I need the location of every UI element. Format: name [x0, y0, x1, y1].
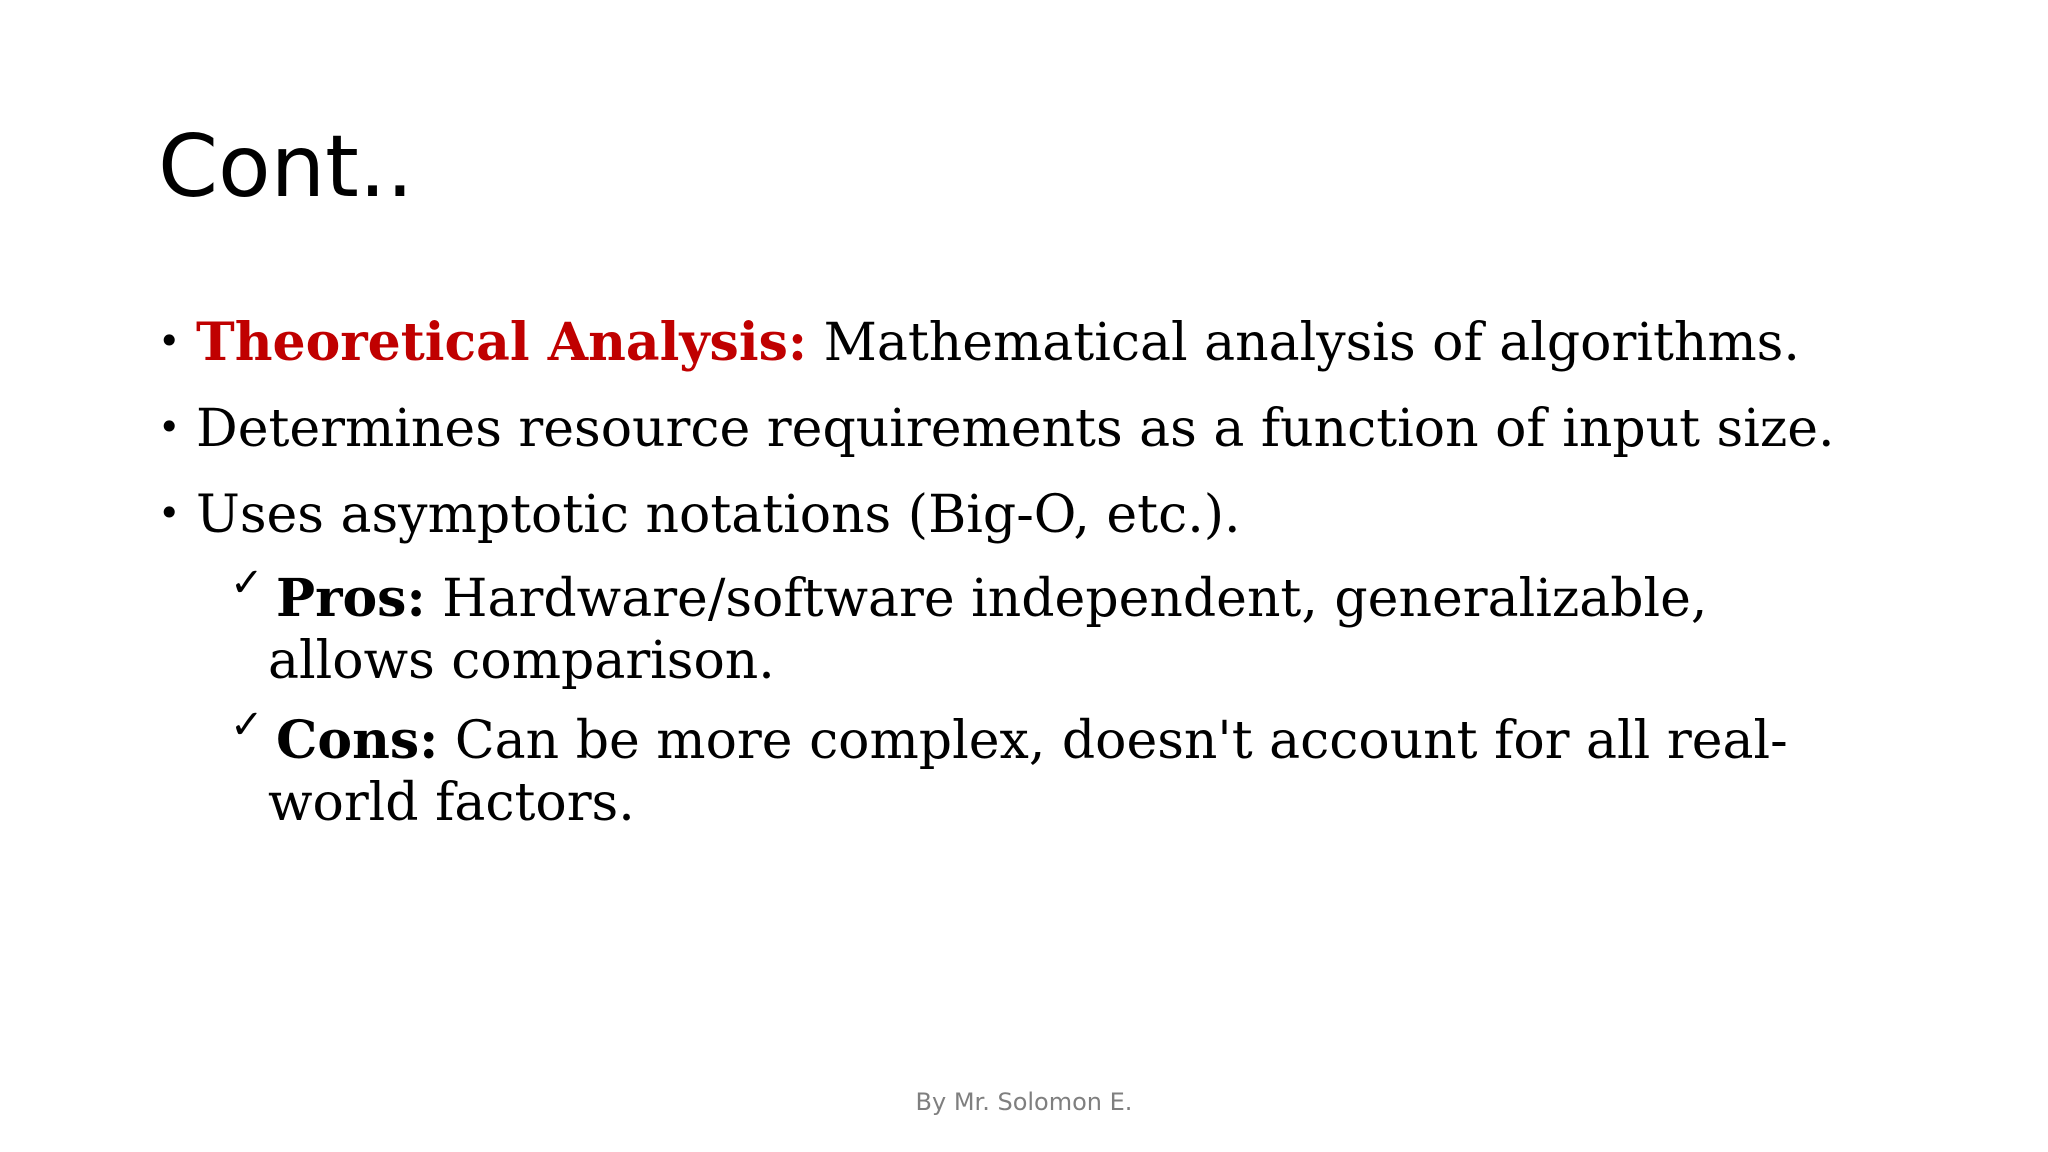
sub-bullet-continuation: allows comparison. — [268, 631, 775, 691]
bullet-icon: • — [158, 491, 181, 535]
sub-bullet-label: Pros: — [276, 568, 426, 629]
sub-bullet-text: Can be more complex, doesn't account for all real- — [438, 711, 1788, 771]
bullet-text: Mathematical analysis of algorithms. — [807, 313, 1800, 373]
sub-bullet-label: Cons: — [276, 710, 439, 771]
sub-bullet-continuation: world factors. — [268, 773, 635, 833]
bullet-item-theoretical-analysis — [158, 310, 1918, 376]
checkmark-icon: ✓ — [230, 702, 264, 748]
bullet-lead-term: Theoretical Analysis: — [196, 312, 808, 373]
sub-bullet-cons — [230, 702, 1918, 834]
slide-footer: By Mr. Solomon E. — [915, 1088, 1133, 1116]
bullet-item-resource-requirements — [158, 396, 1918, 462]
sub-bullet-pros — [230, 560, 1918, 692]
slide-content — [158, 310, 1918, 852]
bullet-icon: • — [158, 405, 181, 449]
bullet-icon: • — [158, 319, 181, 363]
slide-title: Cont.. — [158, 117, 414, 217]
bullet-item-asymptotic-notations — [158, 482, 1918, 548]
bullet-text: Determines resource requirements as a function of input size. — [196, 399, 1835, 459]
bullet-text: Uses asymptotic notations (Big-O, etc.). — [196, 485, 1241, 545]
sub-bullet-text: Hardware/software independent, generalizable, — [425, 569, 1708, 629]
checkmark-icon: ✓ — [230, 560, 264, 606]
